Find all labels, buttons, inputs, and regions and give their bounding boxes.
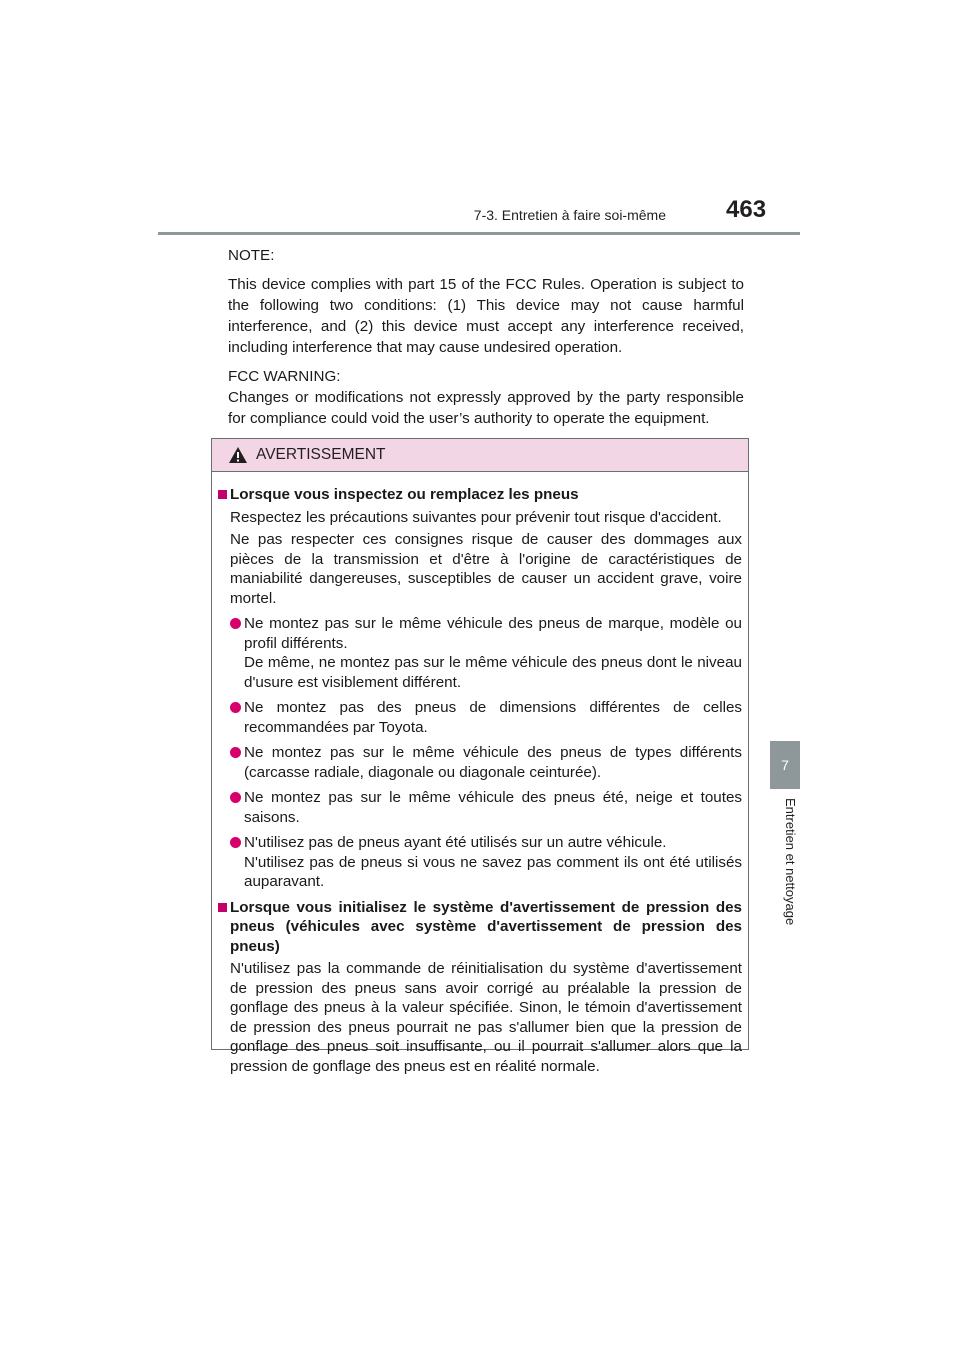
circle-bullet-icon — [230, 837, 241, 848]
list-item — [216, 614, 742, 692]
list-item-text: Ne montez pas sur le même véhicule des pneus de marque, modèle ou profil différents. — [244, 615, 742, 652]
list-item-text: Ne montez pas des pneus de dimensions différentes de celles recommandées par Toyota. — [244, 699, 742, 736]
section-paragraph: N'utilisez pas la commande de réinitialisation du système d'avertissement de pression des pneus sans avoir corrigé au préalable la pression de gonflage des pneus à la valeur spécifiée. Sinon, le témoin d'avertissement de pression des pneus pourrait ne pas s'allumer bien que la pression de gonflage des pneus soit insuffisante, ou il pourrait s'allumer alors que la pression de gonflage des pneus est en réalité normale. — [230, 960, 742, 1075]
circle-bullet-icon — [230, 792, 241, 803]
section-title — [216, 898, 742, 957]
section-title-text: Lorsque vous inspectez ou remplacez les pneus — [230, 486, 579, 503]
square-bullet-icon — [218, 490, 227, 499]
chapter-title: Entretien et nettoyage — [783, 798, 798, 926]
fcc-notes — [228, 245, 744, 429]
warning-title: AVERTISSEMENT — [256, 446, 386, 463]
warning-triangle-icon — [228, 446, 248, 464]
section-title-text: Lorsque vous initialisez le système d'avertissement de pression des pneus (véhicules avec système d'avertissement de pression des pneus) — [230, 898, 742, 955]
fcc-warning-label: FCC WARNING: — [228, 368, 341, 385]
circle-bullet-icon — [230, 702, 241, 713]
list-item — [216, 743, 742, 782]
list-item-text: N'utilisez pas de pneus si vous ne savez pas comment ils ont été utilisés auparavant. — [244, 853, 742, 890]
circle-bullet-icon — [230, 618, 241, 629]
list-item — [216, 788, 742, 827]
note-label: NOTE: — [228, 247, 275, 264]
chapter-tab — [770, 741, 800, 789]
list-item-text: N'utilisez pas de pneus ayant été utilisés sur un autre véhicule. — [244, 834, 667, 851]
list-item-text: Ne montez pas sur le même véhicule des pneus été, neige et toutes saisons. — [244, 789, 742, 826]
fcc-warning-text: Changes or modifications not expressly approved by the party responsible for compliance could void the user’s authority to operate the equipment. — [228, 389, 744, 427]
list-item-text: De même, ne montez pas sur le même véhicule des pneus dont le niveau d'usure est visiblement différent. — [244, 654, 742, 691]
section-title — [216, 485, 742, 505]
note-text: This device complies with part 15 of the FCC Rules. Operation is subject to the following two conditions: (1) This device may not cause harmful interference, and (2) this device must accept any interference received, including interference that may cause undesired operation. — [228, 276, 744, 356]
list-item — [216, 698, 742, 737]
warning-body — [212, 472, 748, 1076]
warning-header — [212, 439, 748, 472]
section-paragraph: Respectez les précautions suivantes pour prévenir tout risque d'accident. — [230, 508, 722, 526]
header-section-title: 7-3. Entretien à faire soi-même — [473, 207, 666, 223]
square-bullet-icon — [218, 903, 227, 912]
warning-box — [211, 438, 749, 1075]
chapter-number: 7 — [781, 757, 789, 773]
circle-bullet-icon — [230, 747, 241, 758]
section-paragraph: Ne pas respecter ces consignes risque de causer des dommages aux pièces de la transmission et d'être à l'origine de caractéristiques de maniabilité dangereuses, susceptibles de causer un accident grave, voire mortel. — [230, 531, 742, 607]
header-divider — [158, 232, 800, 235]
list-item — [216, 833, 742, 892]
page-number: 463 — [726, 196, 767, 223]
list-item-text: Ne montez pas sur le même véhicule des pneus de types différents (carcasse radiale, diagonale ou diagonale ceinturée). — [244, 744, 742, 781]
